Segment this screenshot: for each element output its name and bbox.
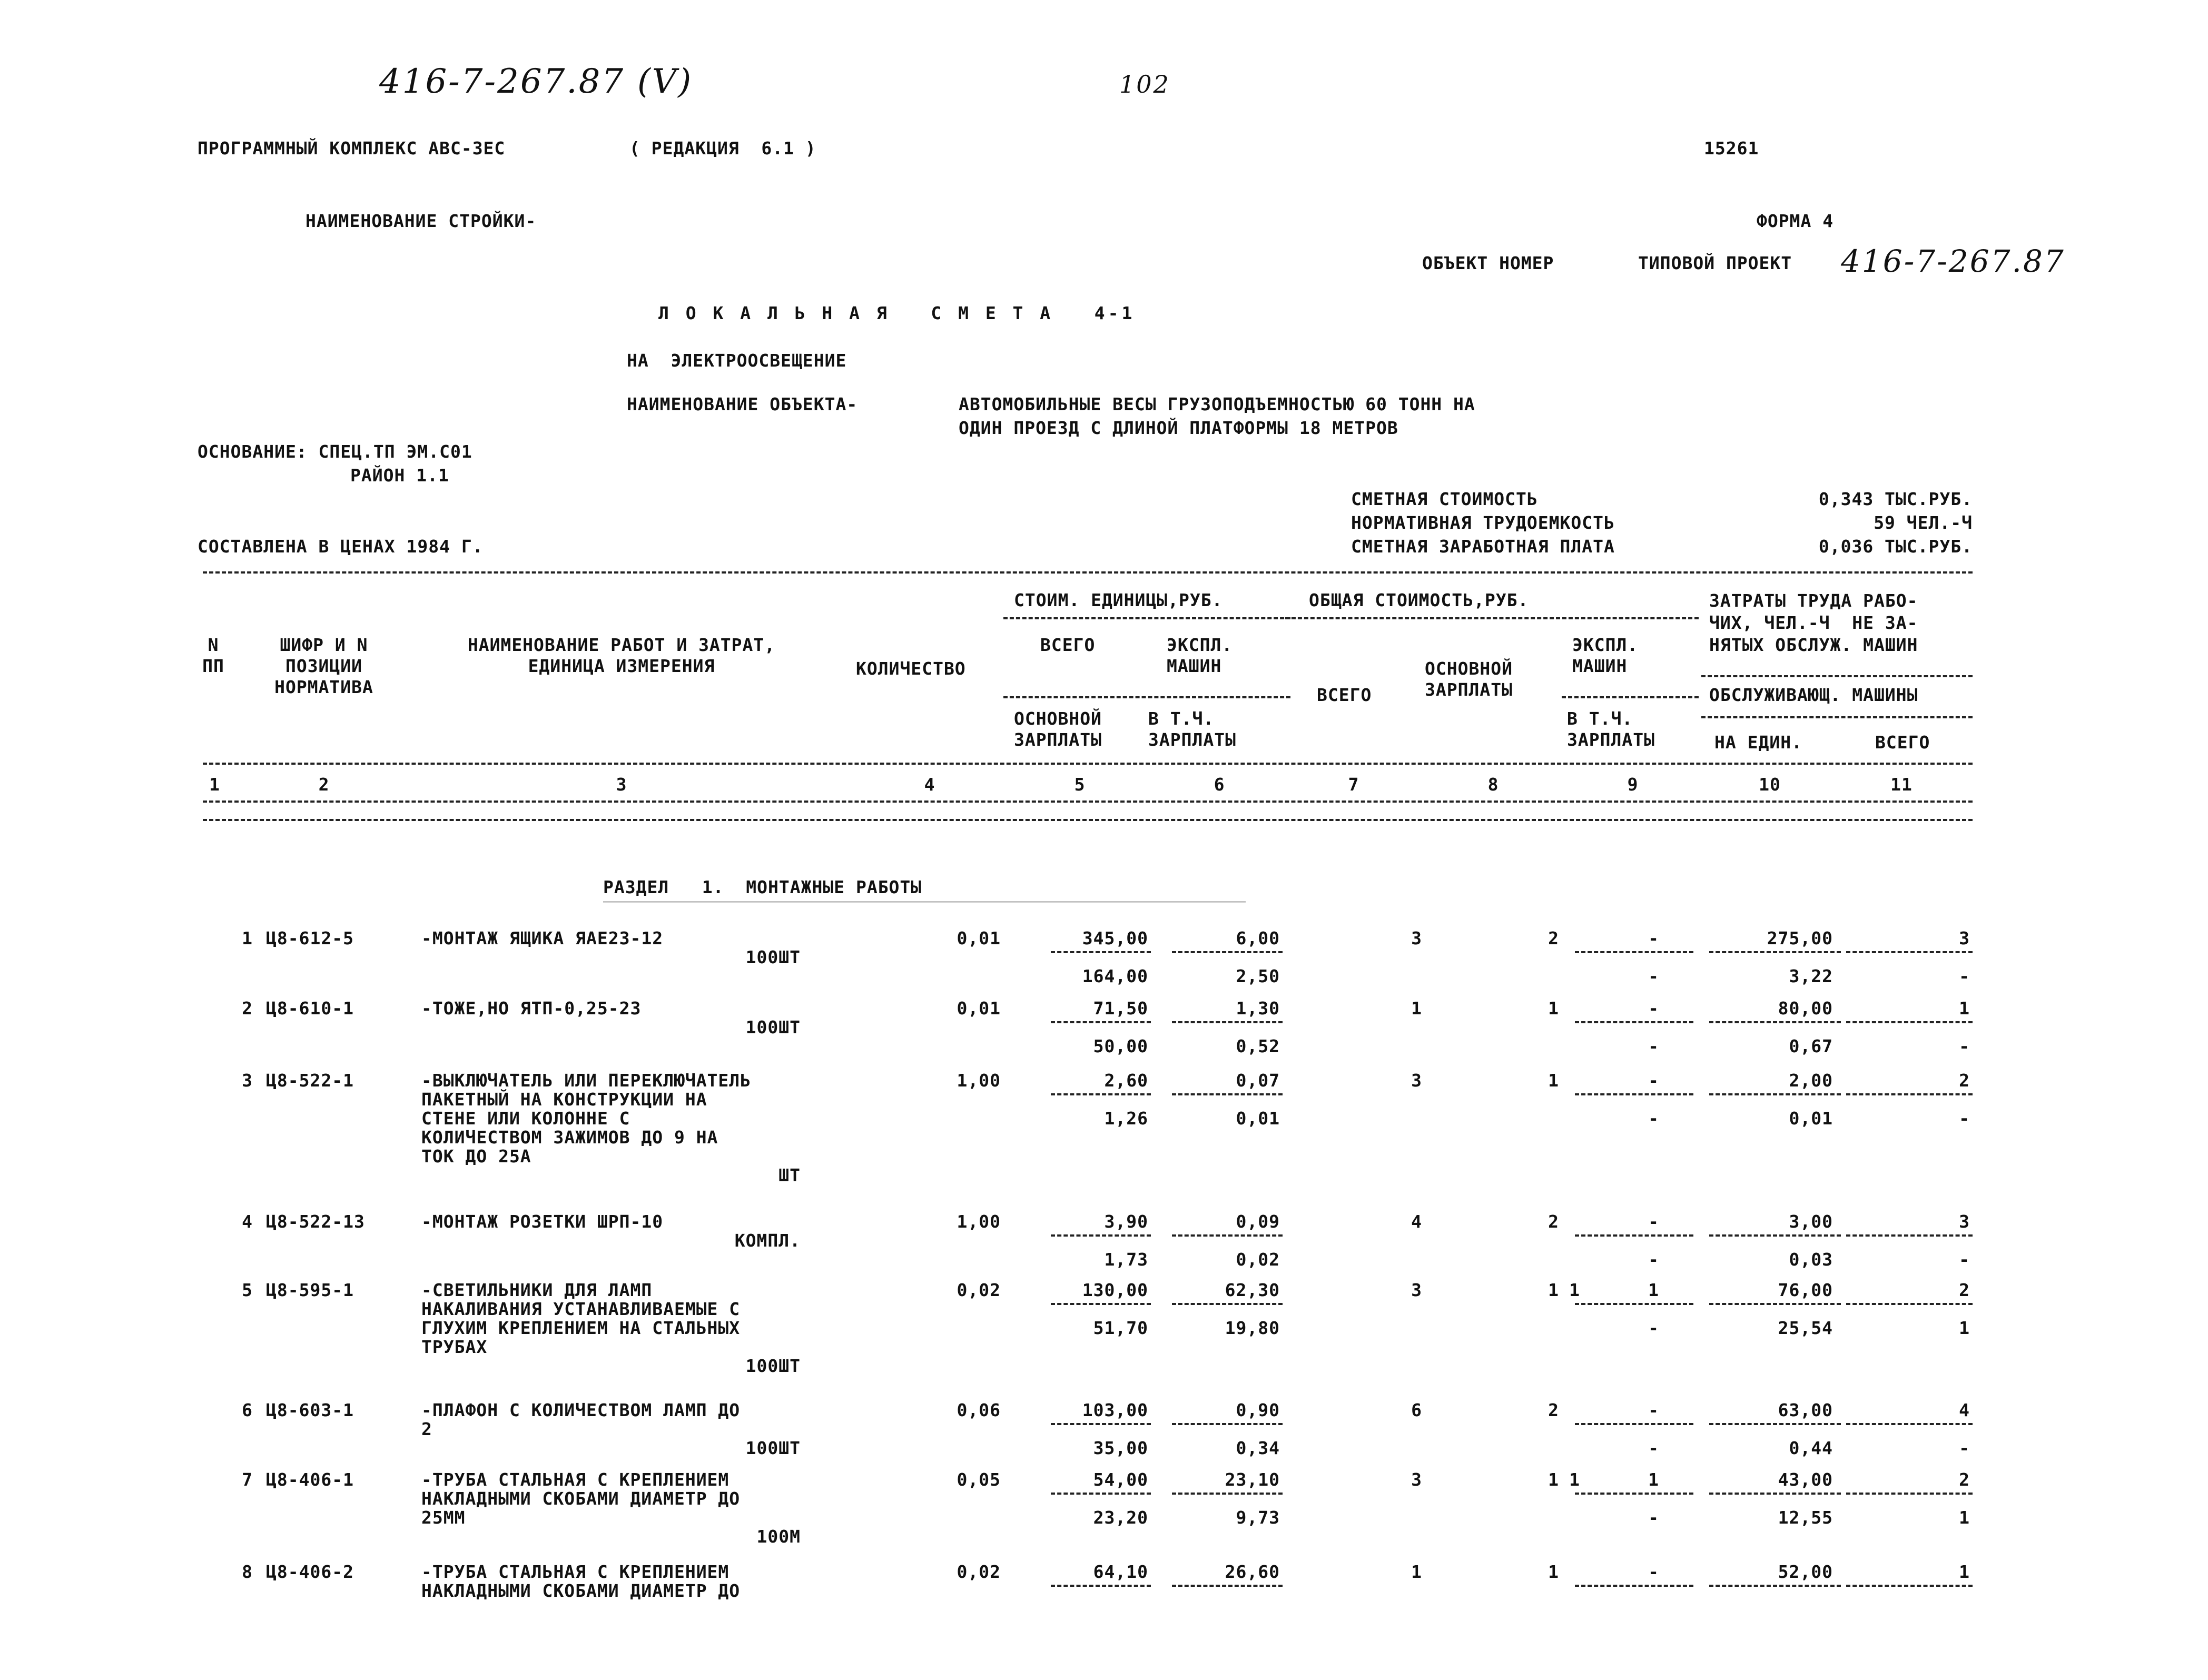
handwritten-volume-mark: (V) [637,62,693,101]
typical-project-label: ТИПОВОЙ ПРОЕКТ [1638,253,1792,273]
row-labor-machines-per-unit: 0,03 [1789,1249,1833,1270]
row-total-base-wage: 1 [1548,998,1559,1019]
row-unit: 100ШТ [745,947,801,967]
row-total-machine-wage: - [1648,1507,1659,1528]
row-rule-c5 [1051,1234,1151,1237]
row-rule-c6 [1172,1093,1283,1095]
col-number-10: 10 [1759,774,1781,795]
row-total-machine-wage: - [1648,1036,1659,1056]
row-name-line: ТРУБАХ [421,1337,488,1357]
row-unit-cost-machines: 26,60 [1225,1562,1280,1582]
row-number: 3 [242,1070,253,1091]
row-unit-cost-total: 2,60 [1104,1070,1148,1091]
row-rule-c10 [1709,1423,1841,1425]
summary-value-cost: 0,343 ТЫС.РУБ. [1818,489,1973,509]
header-col6-top: ЭКСПЛ. МАШИН [1167,635,1233,676]
handwritten-page-number: 102 [1119,70,1170,98]
row-rule-c6 [1172,1303,1283,1305]
row-name-line: НАКАЛИВАНИЯ УСТАНАВЛИВАЕМЫЕ С [421,1299,741,1319]
summary-label-cost: СМЕТНАЯ СТОИМОСТЬ [1351,489,1538,509]
row-rule-c10 [1709,1303,1841,1305]
row-rule-c11 [1846,1021,1973,1023]
row-labor-per-unit: 80,00 [1778,998,1833,1019]
row-rule-c10 [1709,1585,1841,1587]
row-labor-machines-total: 1 [1959,1318,1970,1338]
row-labor-total: 3 [1959,1211,1970,1232]
row-total-machines: - [1648,1211,1659,1232]
row-labor-machines-per-unit: 25,54 [1778,1318,1833,1338]
row-name-line: -ТРУБА СТАЛЬНАЯ С КРЕПЛЕНИЕМ [421,1469,730,1490]
header-rule-unit-cost [1003,617,1290,619]
row-unit-cost-machines: 1,30 [1236,998,1280,1019]
row-base-wage: 35,00 [1093,1438,1148,1458]
row-rule-c9 [1575,951,1693,953]
row-rule-c10 [1709,951,1841,953]
header-col10: НА ЕДИН. [1714,732,1802,753]
row-machine-wage: 2,50 [1236,966,1280,986]
header-col-name: НАИМЕНОВАНИЕ РАБОТ И ЗАТРАТ, ЕДИНИЦА ИЗМЕРЕНИЯ [467,635,776,676]
row-name-line: ПАКЕТНЫЙ НА КОНСТРУКЦИИ НА [421,1089,707,1110]
row-code: Ц8-612-5 [266,928,354,948]
row-rule-c9 [1575,1093,1693,1095]
row-rule-c6 [1172,951,1283,953]
row-base-wage: 1,73 [1104,1249,1148,1270]
row-total-machines: 1 [1648,1469,1659,1490]
header-bottom-rule-2 [203,819,1973,821]
row-base-wage: 51,70 [1093,1318,1148,1338]
row-total-machine-wage: - [1648,1108,1659,1129]
row-code: Ц8-522-13 [266,1211,365,1232]
row-rule-c11 [1846,1585,1973,1587]
header-col8: ОСНОВНОЙ ЗАРПЛАТЫ [1425,658,1513,700]
row-name-line: -ТОЖЕ,НО ЯТП-0,25-23 [421,998,642,1019]
row-quantity: 0,01 [957,998,1001,1019]
header-rule-machines-sub [1562,696,1699,698]
header-col9-bottom: В Т.Ч. ЗАРПЛАТЫ [1567,708,1655,750]
row-quantity: 1,00 [957,1211,1001,1232]
row-labor-total: 2 [1959,1070,1970,1091]
header-col7: ВСЕГО [1317,685,1372,705]
row-number: 6 [242,1400,253,1420]
row-unit-cost-machines: 0,90 [1236,1400,1280,1420]
row-unit: ШТ [778,1165,801,1185]
row-labor-machines-per-unit: 0,01 [1789,1108,1833,1129]
header-col5-top: ВСЕГО [1040,635,1096,655]
col-number-11: 11 [1890,774,1913,795]
row-quantity: 0,06 [957,1400,1001,1420]
row-rule-c10 [1709,1234,1841,1237]
row-unit-cost-total: 71,50 [1093,998,1148,1019]
row-total-base-wage: 1 [1548,1562,1559,1582]
row-labor-total: 3 [1959,928,1970,948]
row-labor-machines-total: - [1959,1108,1970,1129]
row-name-line: 2 [421,1419,432,1439]
header-bottom-rule [203,801,1973,803]
row-rule-c5 [1051,1021,1151,1023]
object-name-line1: АВТОМОБИЛЬНЫЕ ВЕСЫ ГРУЗОПОДЪЕМНОСТЬЮ 60 ТОНН НА [959,394,1475,414]
row-labor-total: 1 [1959,998,1970,1019]
row-name-line: 25ММ [421,1507,466,1528]
col-number-8: 8 [1487,774,1499,795]
row-number: 1 [242,928,253,948]
header-total-cost-group: ОБЩАЯ СТОИМОСТЬ,РУБ. [1309,590,1529,610]
row-labor-per-unit: 43,00 [1778,1469,1833,1490]
row-quantity: 0,01 [957,928,1001,948]
row-labor-total: 2 [1959,1469,1970,1490]
row-unit-cost-machines: 62,30 [1225,1280,1280,1300]
col-number-7: 7 [1348,774,1359,795]
document-code: 15261 [1704,138,1759,159]
row-name-line: -ВЫКЛЮЧАТЕЛЬ ИЛИ ПЕРЕКЛЮЧАТЕЛЬ [421,1070,752,1091]
row-total-machines-a: 1 [1569,1280,1580,1300]
row-unit-cost-machines: 0,07 [1236,1070,1280,1091]
row-total-cost: 3 [1411,1070,1422,1091]
row-labor-per-unit: 52,00 [1778,1562,1833,1582]
row-rule-c9 [1575,1585,1693,1587]
row-number: 2 [242,998,253,1019]
header-rule-unit-cost-sub [1003,696,1290,698]
row-code: Ц8-603-1 [266,1400,354,1420]
row-rule-c9 [1575,1493,1693,1495]
row-labor-total: 2 [1959,1280,1970,1300]
estimate-subject: НА ЭЛЕКТРООСВЕЩЕНИЕ [627,350,847,371]
section-title: РАЗДЕЛ 1. МОНТАЖНЫЕ РАБОТЫ [603,877,922,897]
row-total-cost: 1 [1411,998,1422,1019]
row-total-machines: - [1648,998,1659,1019]
row-unit-cost-machines: 23,10 [1225,1469,1280,1490]
header-rule-labor-2 [1701,716,1973,718]
revision: ( РЕДАКЦИЯ 6.1 ) [629,138,816,159]
row-unit-cost-total: 64,10 [1093,1562,1148,1582]
row-rule-c11 [1846,1493,1973,1495]
row-name-line: -МОНТАЖ РОЗЕТКИ ШРП-10 [421,1211,664,1232]
handwritten-project-code-right: 416-7-267.87 [1841,243,2065,279]
row-code: Ц8-595-1 [266,1280,354,1300]
header-col-qty: КОЛИЧЕСТВО [856,658,966,679]
handwritten-project-code: 416-7-267.87 [379,62,625,101]
stroyka-label: НАИМЕНОВАНИЕ СТРОЙКИ- [305,211,537,231]
header-numbers-top-rule [203,763,1973,765]
row-rule-c11 [1846,1303,1973,1305]
row-total-base-wage: 1 [1548,1469,1559,1490]
basis-line2: РАЙОН 1.1 [350,465,449,486]
row-rule-c11 [1846,951,1973,953]
row-rule-c9 [1575,1021,1693,1023]
row-machine-wage: 0,52 [1236,1036,1280,1056]
row-name-line: НАКЛАДНЫМИ СКОБАМИ ДИАМЕТР ДО [421,1580,741,1601]
col-number-3: 3 [616,774,627,795]
row-code: Ц8-406-2 [266,1562,354,1582]
row-labor-per-unit: 76,00 [1778,1280,1833,1300]
row-machine-wage: 0,34 [1236,1438,1280,1458]
row-labor-machines-total: - [1959,1249,1970,1270]
row-base-wage: 50,00 [1093,1036,1148,1056]
header-col11: ВСЕГО [1875,732,1930,753]
object-number-label: ОБЪЕКТ НОМЕР [1422,253,1554,273]
summary-value-labor: 59 ЧЕЛ.-Ч [1874,512,1973,533]
col-number-2: 2 [318,774,330,795]
row-rule-c11 [1846,1093,1973,1095]
row-labor-machines-total: - [1959,1438,1970,1458]
row-total-cost: 3 [1411,1280,1422,1300]
row-total-machines-a: 1 [1569,1469,1580,1490]
row-total-machine-wage: - [1648,1249,1659,1270]
header-rule-total-cost [1285,617,1699,619]
header-labor-group: ЗАТРАТЫ ТРУДА РАБО- ЧИХ, ЧЕЛ.-Ч НЕ ЗА- НЯТЫХ ОБСЛУЖ. МАШИН [1709,590,1918,655]
row-number: 5 [242,1280,253,1300]
row-labor-per-unit: 2,00 [1789,1070,1833,1091]
row-rule-c11 [1846,1423,1973,1425]
row-rule-c5 [1051,1493,1151,1495]
form-number: ФОРМА 4 [1757,211,1834,231]
row-rule-c11 [1846,1234,1973,1237]
row-name-line: НАКЛАДНЫМИ СКОБАМИ ДИАМЕТР ДО [421,1488,741,1509]
row-labor-machines-per-unit: 0,44 [1789,1438,1833,1458]
row-total-cost: 3 [1411,928,1422,948]
col-number-4: 4 [924,774,935,795]
header-rule-labor-1 [1701,675,1973,677]
prices-basis: СОСТАВЛЕНА В ЦЕНАХ 1984 Г. [198,536,484,557]
row-quantity: 0,02 [957,1280,1001,1300]
row-total-base-wage: 1 [1548,1070,1559,1091]
col-number-1: 1 [209,774,220,795]
header-col-code: ШИФР И N ПОЗИЦИИ НОРМАТИВА [274,635,373,697]
row-unit-cost-total: 3,90 [1104,1211,1148,1232]
summary-label-labor: НОРМАТИВНАЯ ТРУДОЕМКОСТЬ [1351,512,1615,533]
row-total-cost: 3 [1411,1469,1422,1490]
header-col9-top: ЭКСПЛ. МАШИН [1572,635,1639,676]
row-rule-c5 [1051,1093,1151,1095]
header-unit-cost-group: СТОИМ. ЕДИНИЦЫ,РУБ. [1014,590,1223,610]
row-code: Ц8-406-1 [266,1469,354,1490]
row-labor-machines-per-unit: 3,22 [1789,966,1833,986]
row-labor-total: 1 [1959,1562,1970,1582]
row-labor-machines-total: - [1959,1036,1970,1056]
row-machine-wage: 9,73 [1236,1507,1280,1528]
basis-line1: ОСНОВАНИЕ: СПЕЦ.ТП ЭМ.С01 [198,441,472,462]
row-total-machines: - [1648,1070,1659,1091]
row-code: Ц8-610-1 [266,998,354,1019]
row-unit: 100М [756,1526,801,1547]
object-name-label: НАИМЕНОВАНИЕ ОБЪЕКТА- [627,394,858,414]
row-total-cost: 1 [1411,1562,1422,1582]
row-unit-cost-total: 130,00 [1082,1280,1148,1300]
row-name-line: -ТРУБА СТАЛЬНАЯ С КРЕПЛЕНИЕМ [421,1562,730,1582]
summary-label-wages: СМЕТНАЯ ЗАРАБОТНАЯ ПЛАТА [1351,536,1615,557]
row-unit-cost-total: 345,00 [1082,928,1148,948]
row-number: 8 [242,1562,253,1582]
row-unit-cost-machines: 0,09 [1236,1211,1280,1232]
row-total-machines: - [1648,1562,1659,1582]
software-name: ПРОГРАММНЫЙ КОМПЛЕКС АВС-3ЕС [198,138,506,159]
row-rule-c5 [1051,1423,1151,1425]
row-rule-c5 [1051,1303,1151,1305]
section-underline [603,902,1246,903]
row-base-wage: 1,26 [1104,1108,1148,1129]
row-rule-c10 [1709,1021,1841,1023]
row-rule-c9 [1575,1423,1693,1425]
row-name-line: -СВЕТИЛЬНИКИ ДЛЯ ЛАМП [421,1280,653,1300]
col-number-6: 6 [1214,774,1225,795]
col-number-5: 5 [1074,774,1086,795]
row-rule-c5 [1051,1585,1151,1587]
row-total-base-wage: 2 [1548,1400,1559,1420]
row-rule-c6 [1172,1234,1283,1237]
row-quantity: 0,02 [957,1562,1001,1582]
row-number: 7 [242,1469,253,1490]
row-total-machine-wage: - [1648,966,1659,986]
row-labor-per-unit: 275,00 [1767,928,1833,948]
row-unit-cost-machines: 6,00 [1236,928,1280,948]
object-name-line2: ОДИН ПРОЕЗД С ДЛИНОЙ ПЛАТФОРМЫ 18 МЕТРОВ [959,418,1398,438]
row-total-base-wage: 2 [1548,928,1559,948]
row-total-machines: - [1648,1400,1659,1420]
row-name-line: -ПЛАФОН С КОЛИЧЕСТВОМ ЛАМП ДО [421,1400,741,1420]
row-unit: 100ШТ [745,1356,801,1376]
row-labor-machines-per-unit: 0,67 [1789,1036,1833,1056]
table-top-rule [203,571,1973,574]
header-col5-bottom: ОСНОВНОЙ ЗАРПЛАТЫ [1014,708,1102,750]
row-rule-c6 [1172,1423,1283,1425]
row-code: Ц8-522-1 [266,1070,354,1091]
row-unit-cost-total: 103,00 [1082,1400,1148,1420]
header-labor-sub: ОБСЛУЖИВАЮЩ. МАШИНЫ [1709,685,1918,705]
col-number-9: 9 [1627,774,1639,795]
row-unit: 100ШТ [745,1017,801,1037]
row-rule-c10 [1709,1093,1841,1095]
row-name-line: ТОК ДО 25А [421,1146,531,1167]
row-rule-c10 [1709,1493,1841,1495]
row-name-line: -МОНТАЖ ЯЩИКА ЯАЕ23-12 [421,928,664,948]
row-total-machines: 1 [1648,1280,1659,1300]
row-name-line: КОЛИЧЕСТВОМ ЗАЖИМОВ ДО 9 НА [421,1127,718,1148]
row-labor-per-unit: 3,00 [1789,1211,1833,1232]
row-name-line: ГЛУХИМ КРЕПЛЕНИЕМ НА СТАЛЬНЫХ [421,1318,741,1338]
row-base-wage: 23,20 [1093,1507,1148,1528]
row-rule-c9 [1575,1303,1693,1305]
row-rule-c6 [1172,1021,1283,1023]
row-total-base-wage: 1 [1548,1280,1559,1300]
row-total-machine-wage: - [1648,1438,1659,1458]
row-number: 4 [242,1211,253,1232]
row-labor-machines-per-unit: 12,55 [1778,1507,1833,1528]
row-labor-machines-total: 1 [1959,1507,1970,1528]
row-machine-wage: 0,02 [1236,1249,1280,1270]
estimate-title: Л О К А Л Ь Н А Я С М Е Т А 4-1 [658,303,1136,323]
header-col-n: N ПП [202,635,224,676]
row-total-cost: 6 [1411,1400,1422,1420]
row-rule-c6 [1172,1585,1283,1587]
row-rule-c9 [1575,1234,1693,1237]
summary-value-wages: 0,036 ТЫС.РУБ. [1818,536,1973,557]
row-unit: КОМПЛ. [734,1230,801,1251]
row-quantity: 0,05 [957,1469,1001,1490]
row-base-wage: 164,00 [1082,966,1148,986]
row-labor-machines-total: - [1959,966,1970,986]
row-labor-total: 4 [1959,1400,1970,1420]
row-total-base-wage: 2 [1548,1211,1559,1232]
row-unit-cost-total: 54,00 [1093,1469,1148,1490]
row-rule-c5 [1051,951,1151,953]
row-machine-wage: 0,01 [1236,1108,1280,1129]
row-name-line: СТЕНЕ ИЛИ КОЛОННЕ С [421,1108,630,1129]
row-machine-wage: 19,80 [1225,1318,1280,1338]
header-col6-bottom: В Т.Ч. ЗАРПЛАТЫ [1148,708,1236,750]
row-total-cost: 4 [1411,1211,1422,1232]
row-labor-per-unit: 63,00 [1778,1400,1833,1420]
row-total-machine-wage: - [1648,1318,1659,1338]
row-rule-c6 [1172,1493,1283,1495]
row-unit: 100ШТ [745,1438,801,1458]
row-quantity: 1,00 [957,1070,1001,1091]
row-total-machines: - [1648,928,1659,948]
